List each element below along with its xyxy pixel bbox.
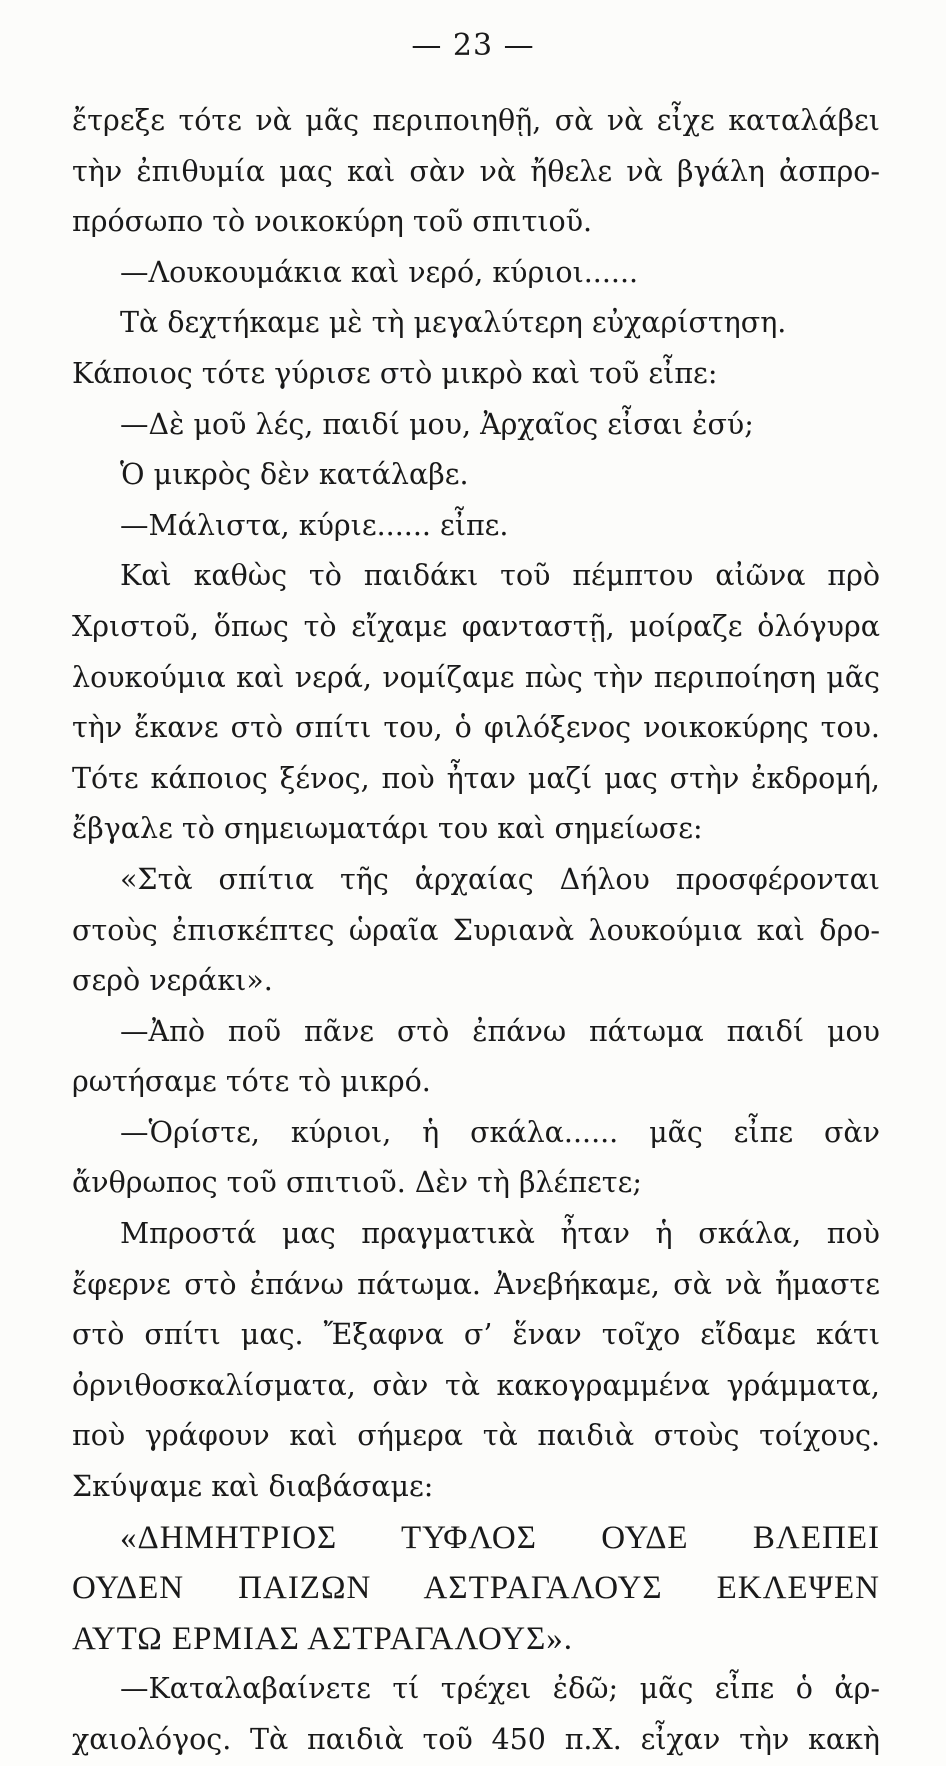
text-line: Ὁ μικρὸς δὲν κατάλαβε. (120, 458, 469, 492)
text-line: Μπροστά μας πραγματικὰ ἦταν ἡ σκάλα, ποὺ (120, 1217, 880, 1251)
text-line: σερὸ νεράκι». (72, 964, 273, 998)
text-line: —Καταλαβαίνετε τί τρέχει ἐδῶ; μᾶς εἶπε ὁ ἀρ- (120, 1672, 880, 1706)
text-line: λουκούμια καὶ νερά, νομίζαμε πὼς τὴν περιποίηση μᾶς (72, 660, 880, 694)
text-line: ἔτρεξε τότε νὰ μᾶς περιποιηθῇ, σὰ νὰ εἶχε καταλάβει (72, 104, 880, 137)
text-line: Τὰ δεχτήκαμε μὲ τὴ μεγαλύτερη εὐχαρίστηση. (120, 306, 787, 340)
page-number: — 23 — (411, 28, 535, 63)
text-line: τὴν ἐπιθυμία μας καὶ σὰν νὰ ἤθελε νὰ βγάλη ἀσπρο- (72, 154, 880, 188)
text-line: ὀρνιθοσκαλίσματα, σὰν τὰ κακογραμμένα γράμματα, (72, 1368, 880, 1402)
text-line: Χριστοῦ, ὅπως τὸ εἴχαμε φανταστῇ, μοίραζε ὁλόγυρα (72, 609, 880, 643)
text-line: ἄνθρωπος τοῦ σπιτιοῦ. Δὲν τὴ βλέπετε; (72, 1166, 642, 1200)
text-line: «Στὰ σπίτια τῆς ἀρχαίας Δήλου προσφέρονται (120, 862, 880, 896)
text-line: —Ὁρίστε, κύριοι, ἡ σκάλα...... μᾶς εἶπε σὰν (120, 1115, 880, 1149)
inscription-line: ΑΥΤΩ ΕΡΜΙΑΣ ΑΣΤΡΑΓΑΛΟΥΣ». (72, 1620, 574, 1657)
text-line: στὸ σπίτι μας. Ἔξαφνα σ’ ἕναν τοῖχο εἴδαμε κάτι (72, 1318, 880, 1352)
text-line: χαιολόγος. Τὰ παιδιὰ τοῦ 450 π.Χ. εἶχαν τὴν κακὴ (72, 1723, 880, 1756)
text-line: πρόσωπο τὸ νοικοκύρη τοῦ σπιτιοῦ. (72, 205, 593, 239)
text-line: ρωτήσαμε τότε τὸ μικρό. (72, 1065, 431, 1099)
text-line: —Λουκουμάκια καὶ νερό, κύριοι...... (120, 255, 639, 289)
text-line: Σκύψαμε καὶ διαβάσαμε: (72, 1470, 434, 1504)
body-text (72, 96, 880, 1766)
text-line: τὴν ἔκανε στὸ σπίτι του, ὁ φιλόξενος νοικοκύρης του. (72, 711, 880, 745)
text-line: —Μάλιστα, κύριε...... εἶπε. (120, 508, 509, 542)
inscription-line: ΟΥΔΕΝ ΠΑΙΖΩΝ ΑΣΤΡΑΓΑΛΟΥΣ ΕΚΛΕΨΕΝ (72, 1570, 880, 1607)
text-line: ποὺ γράφουν καὶ σήμερα τὰ παιδιὰ στοὺς τοίχους. (72, 1419, 880, 1453)
text-line: —Δὲ μοῦ λές, παιδί μου, Ἀρχαῖος εἶσαι ἐσύ; (120, 407, 754, 441)
text-line: —Ἀπὸ ποῦ πᾶνε στὸ ἐπάνω πάτωμα παιδί μου (120, 1014, 880, 1048)
text-line: στοὺς ἐπισκέπτες ὡραῖα Συριανὰ λουκούμια καὶ δρο- (72, 913, 880, 947)
text-line: Καὶ καθὼς τὸ παιδάκι τοῦ πέμπτου αἰῶνα πρὸ (120, 559, 880, 593)
inscription-line: «ΔΗΜΗΤΡΙΟΣ ΤΥΦΛΟΣ ΟΥΔΕ ΒΛΕΠΕΙ (120, 1519, 880, 1556)
text-line: Τότε κάποιος ξένος, ποὺ ἦταν μαζί μας στὴν ἐκδρομή, (72, 761, 880, 795)
text-line: Κάποιος τότε γύρισε στὸ μικρὸ καὶ τοῦ εἶπε: (72, 356, 718, 390)
text-line: ἔβγαλε τὸ σημειωματάρι του καὶ σημείωσε: (72, 812, 703, 846)
text-line: ἔφερνε στὸ ἐπάνω πάτωμα. Ἀνεβήκαμε, σὰ νὰ ἤμαστε (72, 1267, 880, 1301)
